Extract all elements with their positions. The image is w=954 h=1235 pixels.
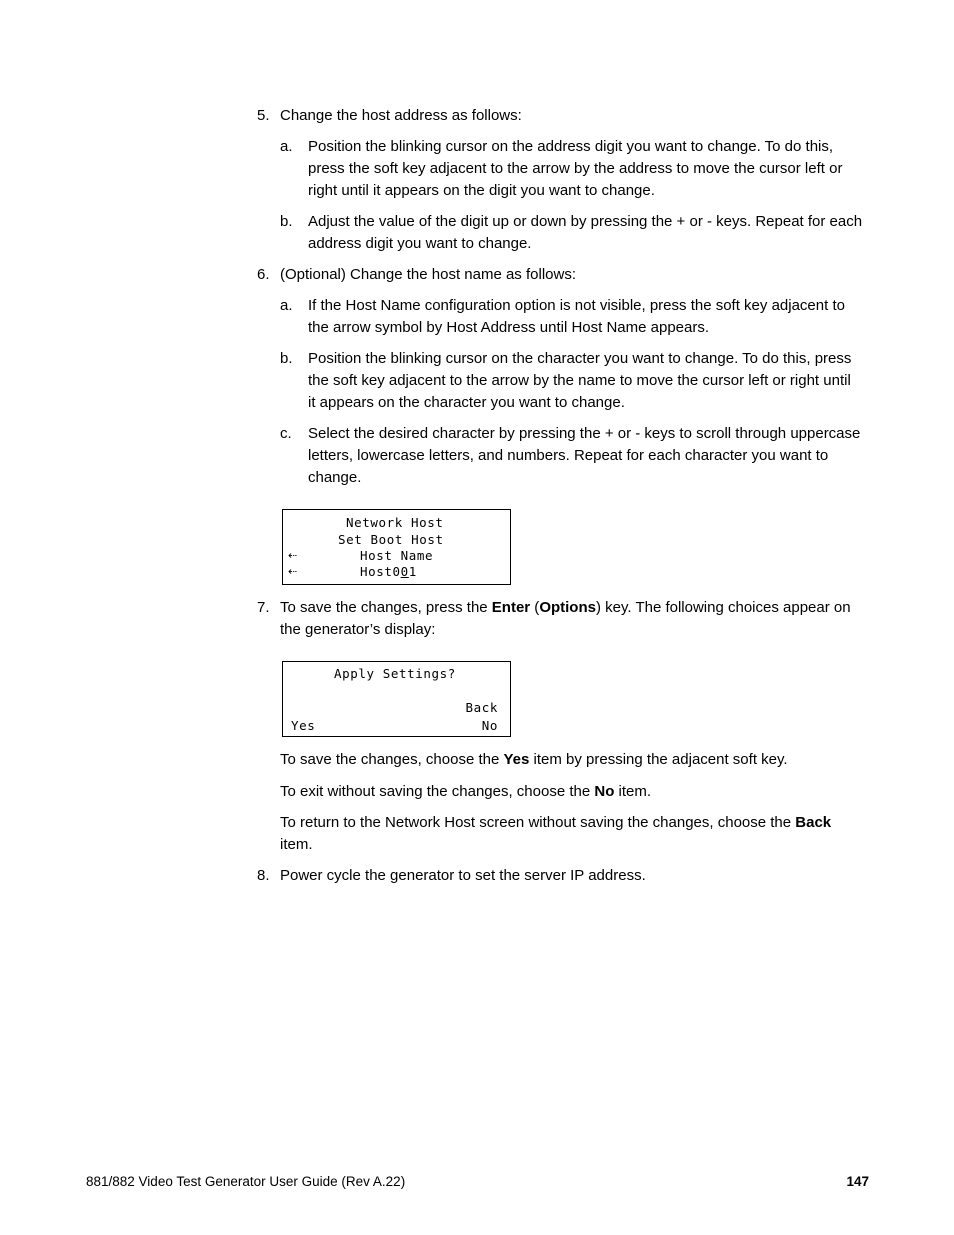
para-yes-post: item by pressing the adjacent soft key.: [529, 751, 788, 768]
step-6b-line-1: Position the blinking cursor on the character you want to change. To do this, press: [308, 350, 852, 367]
para-back-line-2: item.: [280, 836, 313, 853]
lcd-display-network-host: [282, 509, 511, 585]
step-7-number: 7.: [257, 599, 270, 616]
step-5b-label: b.: [280, 213, 293, 230]
step-6b-label: b.: [280, 350, 293, 367]
para-back-pre: To return to the Network Host screen without saving the changes, choose the: [280, 814, 796, 831]
step-8-text: Power cycle the generator to set the server IP address.: [280, 867, 646, 884]
step-7-line-1: [280, 597, 851, 619]
step-8-number: 8.: [257, 867, 270, 884]
lcd-apply-settings-title: Apply Settings?: [334, 666, 456, 681]
step-6b-line-2: the soft key adjacent to the arrow by the name to move the cursor left or right until: [308, 372, 851, 389]
host-value-prefix: Host0: [360, 564, 401, 579]
step-7-text-post: ) key. The following choices appear on: [595, 599, 851, 616]
step-6c-line-3: change.: [308, 469, 362, 486]
step-6a-line-1: If the Host Name configuration option is not visible, press the soft key adjacent to: [308, 297, 845, 314]
footer-title: 881/882 Video Test Generator User Guide (Rev A.22): [86, 1174, 406, 1189]
para-no-pre: To exit without saving the changes, choose the: [280, 783, 595, 800]
options-key-label: Options: [539, 599, 596, 616]
para-back-line-1: [280, 812, 831, 834]
enter-key-label: Enter: [491, 599, 531, 616]
step-6a-line-2: the arrow symbol by Host Address until Host Name appears.: [308, 319, 710, 336]
step-5a-line-1: Position the blinking cursor on the address digit you want to change. To do this,: [308, 138, 834, 155]
step-5-text: Change the host address as follows:: [280, 107, 522, 124]
step-5-number: 5.: [257, 107, 270, 124]
step-6b-line-3: it appears on the character you want to change.: [308, 394, 625, 411]
no-label: No: [594, 783, 615, 800]
para-yes-pre: To save the changes, choose the: [280, 751, 504, 768]
blinking-cursor-digit: 0: [400, 564, 409, 579]
yes-label: Yes: [503, 751, 530, 768]
step-5b-line-1: Adjust the value of the digit up or down by pressing the + or - keys. Repeat for each: [308, 213, 863, 230]
para-no-post: item.: [614, 783, 652, 800]
step-6a-label: a.: [280, 297, 293, 314]
step-5b-line-2: address digit you want to change.: [308, 235, 532, 252]
step-5a-label: a.: [280, 138, 293, 155]
step-7-text-pre: To save the changes, press the: [280, 599, 492, 616]
lcd-display-apply-settings: [282, 661, 511, 737]
step-5a-line-2: press the soft key adjacent to the arrow by the address to move the cursor left or: [308, 160, 843, 177]
lcd-line-host-value: [360, 564, 417, 580]
left-arrow-icon: ⇠: [288, 549, 298, 562]
para-no: [280, 781, 651, 803]
step-5a-line-3: right until it appears on the digit you want to change.: [308, 182, 655, 199]
left-arrow-icon: ⇠: [288, 565, 298, 578]
lcd-yes-option: Yes: [291, 718, 316, 733]
step-6c-line-2: letters, lowercase letters, and numbers. Repeat for each character you want to: [308, 447, 829, 464]
back-label: Back: [795, 814, 832, 831]
step-7-line-2: the generator’s display:: [280, 621, 436, 638]
lcd-line-host-name: Host Name: [360, 548, 434, 563]
host-value-suffix: 1: [408, 564, 417, 579]
lcd-line-network-host: Network Host: [346, 515, 444, 530]
lcd-no-option: No: [481, 718, 498, 733]
step-6c-label: c.: [280, 425, 292, 442]
para-yes: [280, 749, 788, 771]
step-6-number: 6.: [257, 266, 270, 283]
step-6c-line-1: Select the desired character by pressing the + or - keys to scroll through uppercase: [308, 425, 861, 442]
step-6-text: (Optional) Change the host name as follows:: [280, 266, 576, 283]
lcd-back-option: Back: [465, 700, 498, 715]
lcd-line-set-boot-host: Set Boot Host: [338, 532, 444, 547]
step-7-paren: (: [530, 599, 540, 616]
page-number: 147: [846, 1174, 869, 1189]
